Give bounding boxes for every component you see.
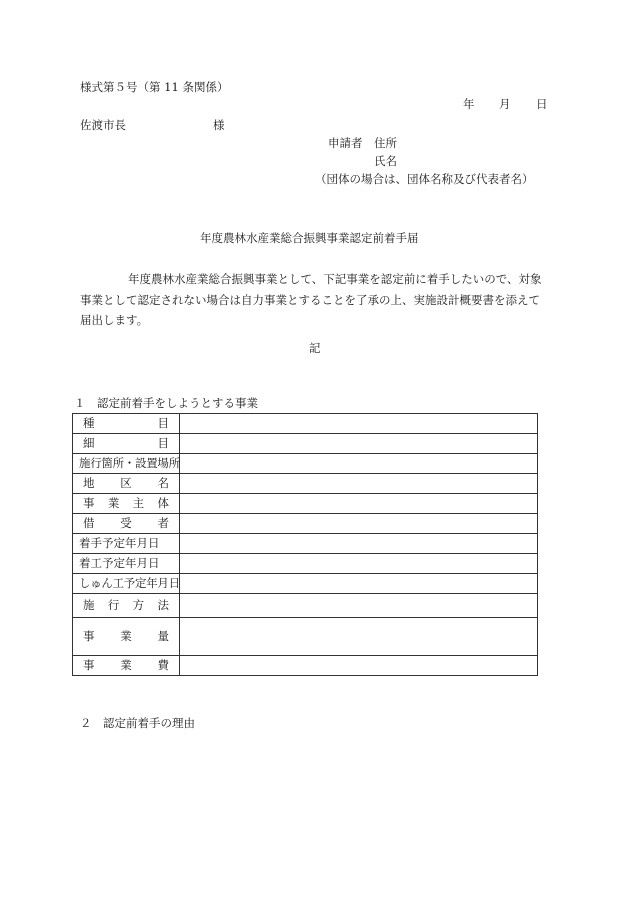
label-char: 体 xyxy=(157,495,169,510)
label-spread xyxy=(79,495,173,510)
label-char: 主 xyxy=(132,495,145,510)
row-label xyxy=(73,474,180,494)
label-char: 受 xyxy=(120,515,132,530)
applicant-note: （団体の場合は、団体名称及び代表者名） xyxy=(315,172,534,186)
label-spread xyxy=(79,475,173,490)
section1-heading: １ 認定前着手をしようとする事業 xyxy=(74,396,258,410)
row-label xyxy=(73,656,180,676)
row-value[interactable] xyxy=(180,414,538,434)
label-char: 細 xyxy=(83,435,95,450)
label-spread xyxy=(79,415,173,430)
label-spread xyxy=(79,597,173,612)
row-label xyxy=(73,594,180,618)
label-char: 業 xyxy=(107,495,120,510)
applicant-name-label: 氏名 xyxy=(374,154,397,168)
label-char: 借 xyxy=(83,515,95,530)
label-char: 地 xyxy=(83,475,95,490)
label-char: 費 xyxy=(157,657,169,672)
label-spread xyxy=(79,515,173,530)
table-row xyxy=(73,574,538,594)
table-row xyxy=(73,534,538,554)
table-row xyxy=(73,454,538,474)
table-row xyxy=(73,434,538,454)
label-spread xyxy=(79,657,173,672)
label-char: 区 xyxy=(120,475,132,490)
label-char: 業 xyxy=(120,628,132,643)
label-char: 施 xyxy=(83,597,95,612)
label-char: 者 xyxy=(157,515,169,530)
table-row xyxy=(73,474,538,494)
date-day: 日 xyxy=(536,97,548,111)
label-char: 行 xyxy=(107,597,120,612)
applicant-address-label: 住所 xyxy=(374,136,397,150)
table-row xyxy=(73,414,538,434)
label-spread xyxy=(79,628,173,643)
label-char: 量 xyxy=(157,628,169,643)
table-row xyxy=(73,554,538,574)
addressee-honorific: 様 xyxy=(213,118,225,132)
applicant-label: 申請者 xyxy=(328,136,363,150)
row-value[interactable] xyxy=(180,594,538,618)
row-value[interactable] xyxy=(180,494,538,514)
label-char: 事 xyxy=(83,495,95,510)
label-char: 事 xyxy=(83,628,95,643)
section2-heading: ２ 認定前着手の理由 xyxy=(80,716,195,730)
row-label: しゅん工予定年月日 xyxy=(73,574,180,594)
label-char: 法 xyxy=(157,597,169,612)
table-row xyxy=(73,494,538,514)
label-char: 方 xyxy=(132,597,145,612)
row-value[interactable] xyxy=(180,656,538,676)
table-row xyxy=(73,514,538,534)
row-label xyxy=(73,618,180,656)
row-label xyxy=(73,494,180,514)
form-number: 様式第５号（第 11 条関係） xyxy=(80,80,229,94)
label-char: 目 xyxy=(157,415,169,430)
body-text: 年度農林水産業総合振興事業として、下記事業を認定前に着手したいので、対象事業として認定されない場合は自力事業とすることを了承の上、実施設計概要書を添えて届出します。 xyxy=(80,272,542,327)
row-label xyxy=(73,514,180,534)
row-value[interactable] xyxy=(180,618,538,656)
row-label: 着手予定年月日 xyxy=(73,534,180,554)
label-char: 事 xyxy=(83,657,95,672)
row-label: 施行箇所・設置場所 xyxy=(73,454,180,474)
row-label xyxy=(73,414,180,434)
row-label: 着工予定年月日 xyxy=(73,554,180,574)
label-char: 業 xyxy=(120,657,132,672)
label-char: 目 xyxy=(157,435,169,450)
row-label xyxy=(73,434,180,454)
addressee-name: 佐渡市長 xyxy=(80,118,126,132)
label-char: 名 xyxy=(157,475,169,490)
row-value[interactable] xyxy=(180,514,538,534)
row-value[interactable] xyxy=(180,534,538,554)
row-value[interactable] xyxy=(180,554,538,574)
row-value[interactable] xyxy=(180,574,538,594)
row-value[interactable] xyxy=(180,454,538,474)
project-table xyxy=(72,413,538,676)
ki-heading: 記 xyxy=(309,341,321,355)
table-row xyxy=(73,618,538,656)
body-paragraph xyxy=(80,269,550,331)
date-month: 月 xyxy=(499,97,511,111)
row-value[interactable] xyxy=(180,434,538,454)
row-value[interactable] xyxy=(180,474,538,494)
table-row xyxy=(73,656,538,676)
date-year: 年 xyxy=(463,97,475,111)
label-spread xyxy=(79,435,173,450)
document-title: 年度農林水産業総合振興事業認定前着手届 xyxy=(200,231,419,245)
label-char: 種 xyxy=(83,415,95,430)
table-row xyxy=(73,594,538,618)
